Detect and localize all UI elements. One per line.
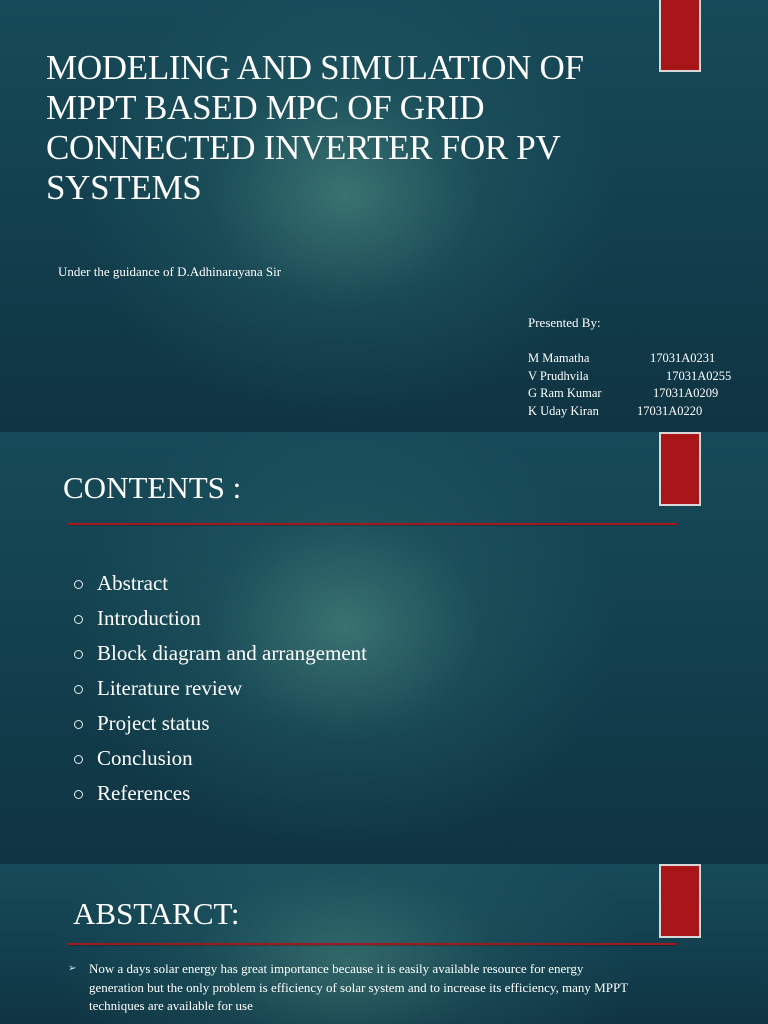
list-item (74, 776, 367, 811)
presenter-name: V Prudhvila (528, 368, 589, 383)
list-item-label: References (97, 781, 191, 805)
abstract-heading: ABSTARCT: (73, 896, 240, 931)
circle-bullet-icon (74, 580, 83, 589)
list-item-label: Project status (97, 711, 210, 735)
contents-heading: CONTENTS : (63, 470, 242, 505)
circle-bullet-icon (74, 615, 83, 624)
abstract-slide (0, 864, 768, 1024)
presenter-name: G Ram Kumar (528, 386, 602, 400)
heading-divider (67, 943, 677, 945)
list-item-label: Introduction (97, 606, 201, 630)
presenter-row (528, 385, 731, 403)
circle-bullet-icon (74, 790, 83, 799)
presenter-row (528, 368, 731, 386)
list-item (74, 741, 367, 776)
presenter-list (528, 350, 731, 420)
presenter-name: K Uday Kiran (528, 403, 599, 418)
presented-by-label: Presented By: (528, 315, 601, 330)
list-item (74, 671, 367, 706)
list-item-label: Conclusion (97, 746, 193, 770)
list-item-label: Block diagram and arrangement (97, 641, 367, 665)
presenter-row (528, 350, 731, 368)
abstract-text: Now a days solar energy has great importance because it is easily available resource for energy generation but the only problem is efficiency of solar system and to increase its efficiency, many MPPT techniques are available for use (89, 961, 628, 1013)
list-item (74, 566, 367, 601)
presenter-roll: 17031A0255 (666, 368, 732, 383)
contents-list (74, 566, 367, 811)
red-accent-tab (659, 432, 701, 506)
title-slide (0, 0, 768, 432)
arrow-bullet-icon: ➢ (68, 963, 77, 974)
presenter-row (528, 403, 731, 421)
presenter-roll: 17031A0220 (637, 403, 703, 418)
contents-slide (0, 432, 768, 864)
abstract-list (68, 960, 628, 1016)
abstract-paragraph (68, 960, 628, 1016)
circle-bullet-icon (74, 755, 83, 764)
circle-bullet-icon (74, 720, 83, 729)
red-accent-tab (659, 864, 701, 938)
heading-divider (67, 523, 677, 525)
list-item (74, 601, 367, 636)
list-item-label: Abstract (97, 571, 169, 595)
presenter-roll: 17031A0231 (650, 351, 716, 365)
circle-bullet-icon (74, 650, 83, 659)
presenter-name: M Mamatha (528, 351, 590, 365)
list-item (74, 706, 367, 741)
list-item (74, 636, 367, 671)
circle-bullet-icon (74, 685, 83, 694)
list-item-label: Literature review (97, 676, 243, 700)
red-accent-tab (659, 0, 701, 72)
presenter-roll: 17031A0209 (653, 386, 719, 400)
guidance-text: Under the guidance of D.Adhinarayana Sir (58, 264, 282, 279)
presentation-title: MODELING AND SIMULATION OF MPPT BASED MPC OF GRID CONNECTED INVERTER FOR PV SYSTEMS (46, 48, 584, 207)
